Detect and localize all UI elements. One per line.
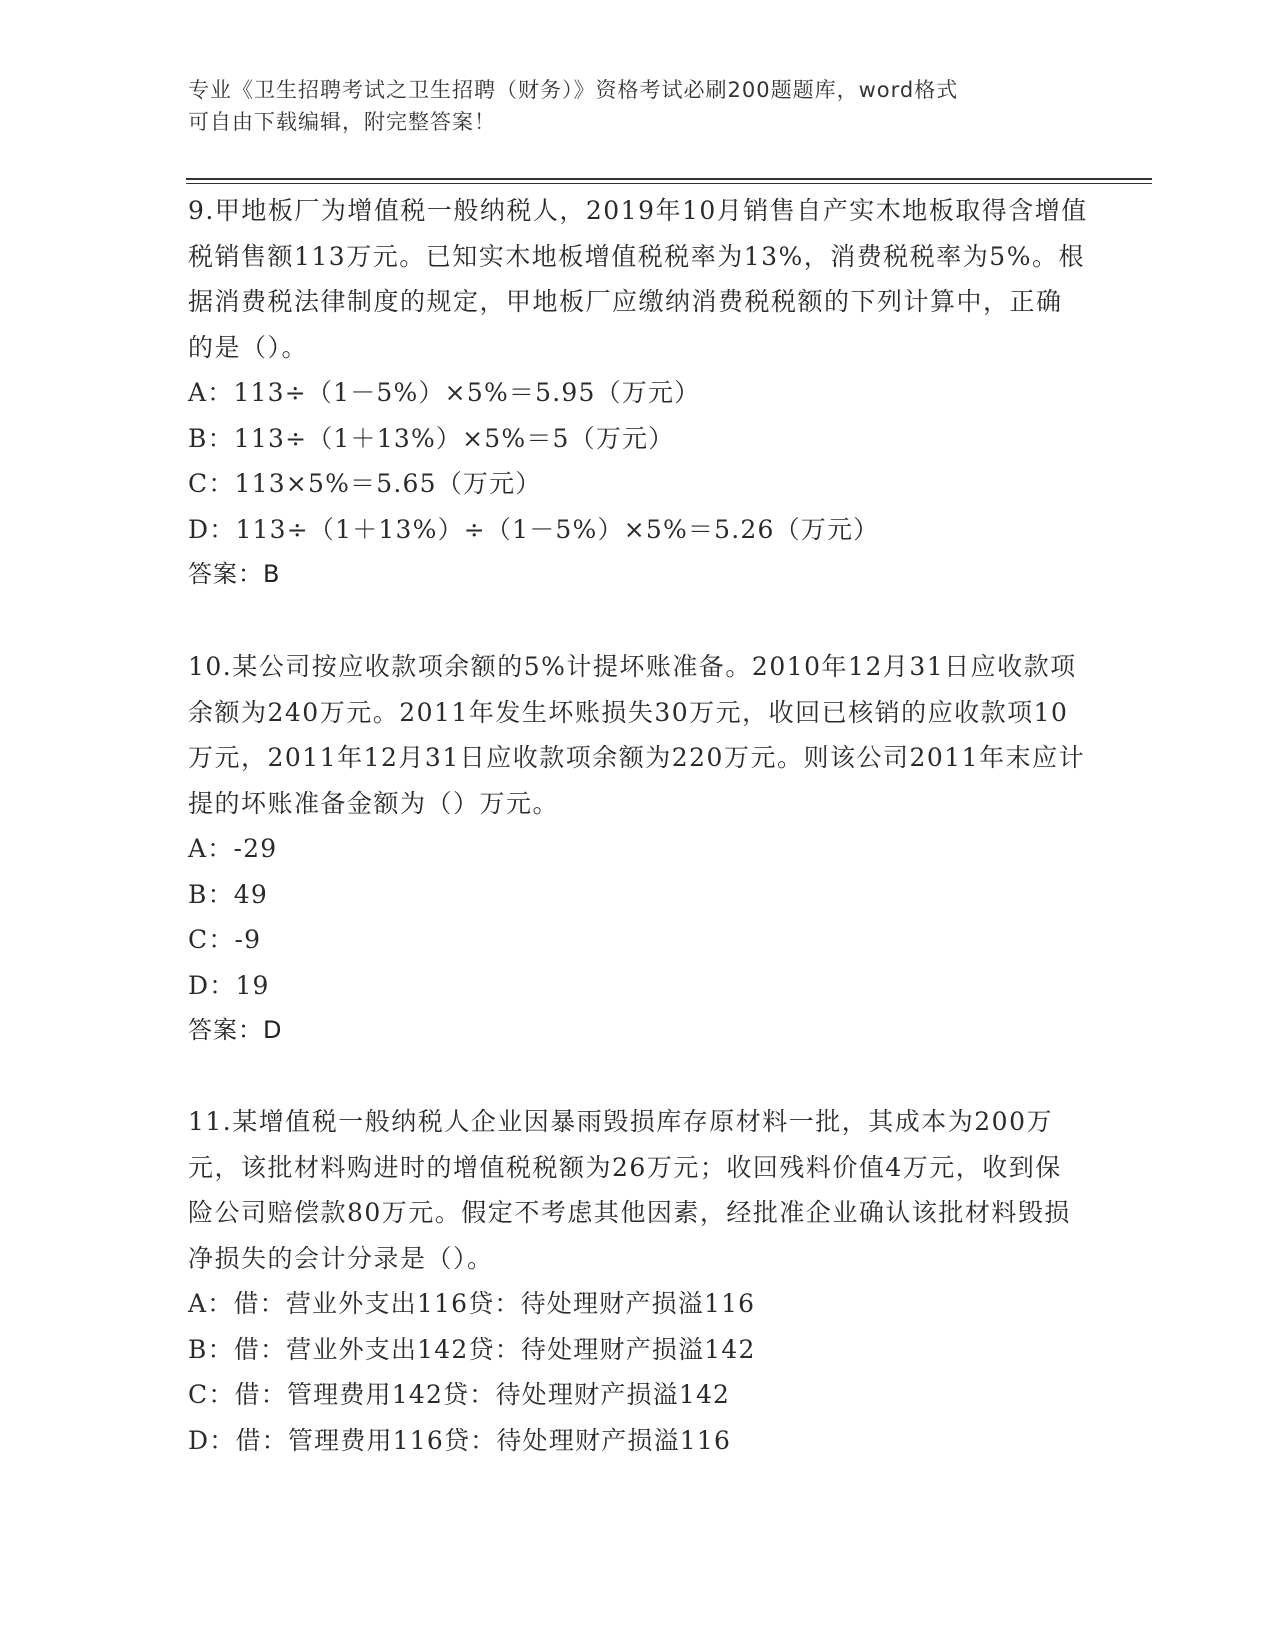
option-list (188, 826, 1088, 1008)
option-a: A：-29 (188, 834, 278, 863)
option-c: C：借：管理费用142贷：待处理财产损溢142 (188, 1380, 731, 1409)
option-b: B：113÷（1＋13%）×5%＝5（万元） (188, 423, 675, 453)
question-stem: 10.某公司按应收款项余额的5%计提坏账准备。2010年12月31日应收款项余额为240万元。2011年发生坏账损失30万元，收回已核销的应收款项10万元，2011年12月31日应收款项余额为220万元。则该公司2011年末应计提的坏账准备金额为（）万元。 (188, 652, 1086, 818)
header-divider-thin (186, 183, 1152, 184)
option-b: B：49 (188, 879, 268, 909)
answer-label: 答案：D (188, 1016, 283, 1044)
question-10 (188, 644, 1088, 1052)
question-11 (188, 1099, 1088, 1463)
question-stem: 11.某增值税一般纳税人企业因暴雨毁损库存原材料一批，其成本为200万元，该批材料购进时的增值税税额为26万元；收回残料价值4万元，收到保险公司赔偿款80万元。假定不考虑其他因素，经批准企业确认该批材料毁损净损失的会计分录是（）。 (188, 1107, 1071, 1273)
header-title-line-2: 可自由下载编辑，附完整答案！ (188, 110, 496, 134)
answer-label: 答案：B (188, 560, 281, 588)
question-9 (188, 188, 1088, 596)
option-b: B：借：营业外支出142贷：待处理财产损溢142 (188, 1334, 756, 1364)
question-stem: 9.甲地板厂为增值税一般纳税人，2019年10月销售自产实木地板取得含增值税销售额113万元。已知实木地板增值税税率为13%，消费税税率为5%。根据消费税法律制度的规定，甲地板厂应缴纳消费税税额的下列计算中，正确的是（）。 (188, 196, 1088, 362)
option-d: D：借：管理费用116贷：待处理财产损溢116 (188, 1425, 732, 1455)
document-header (188, 74, 1088, 138)
header-title-line-1: 专业《卫生招聘考试之卫生招聘（财务）》资格考试必刷200题题库，word格式 (188, 78, 959, 102)
option-a: A：113÷（1－5%）×5%＝5.95（万元） (188, 378, 701, 407)
option-a: A：借：营业外支出116贷：待处理财产损溢116 (188, 1289, 756, 1318)
option-list (188, 370, 1088, 552)
header-divider-thick (186, 178, 1152, 180)
option-d: D：113÷（1＋13%）÷（1－5%）×5%＝5.26（万元） (188, 514, 880, 544)
option-c: C：-9 (188, 925, 262, 954)
option-list (188, 1281, 1088, 1463)
option-c: C：113×5%＝5.65（万元） (188, 469, 542, 498)
option-d: D：19 (188, 970, 270, 1000)
